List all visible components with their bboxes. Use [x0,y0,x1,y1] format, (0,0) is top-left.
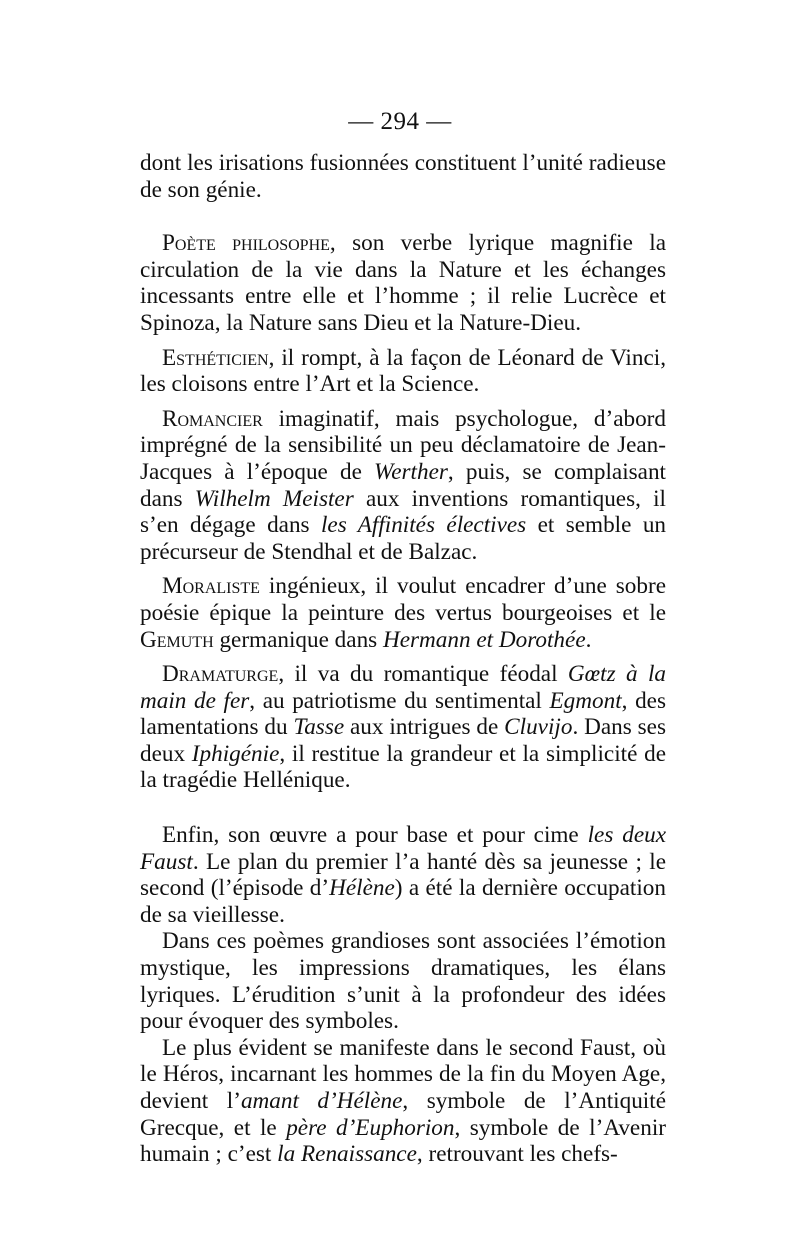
italic-run: Hermann et Dorothée [382,626,586,653]
text-run: et semble un précurseur de Stendhal et de Balzac. [140,512,667,565]
text-run: , il va du romantique féodal [278,661,568,688]
italic-run: les Affinités électives [320,512,527,539]
paragraph [140,1035,666,1168]
paragraph [140,150,666,203]
smallcaps-run: Gemuth [140,626,214,653]
text-run: , symbole de l’Antiquité Grecque, et le [140,1088,666,1141]
body-text [140,150,666,1168]
italic-run: Werther [374,458,448,485]
text-run: , il rompt, à la façon de Léonard de Vinci, les cloisons entre l’Art et la Science. [140,344,666,398]
text-run: , son verbe lyrique magnifie la circulation de la vie dans la Nature et les échanges incessants entre elle et l’homme ; il relie Lucrèce et Spinoza, la Nature sans Dieu et la Nature-Dieu. [140,230,667,336]
text-run: ingénieux, il voulut encadrer d’une sobre poésie épique la peinture des vertus bourgeoises et le [140,573,666,626]
page-number: — 294 — [348,108,452,135]
smallcaps-run: Poète philosophe [162,230,330,257]
italic-run: amant d’Hélène [240,1088,403,1114]
text-run: imaginatif, mais psychologue, d’abord imprégné de la sensibilité un peu déclamatoire de Jean-Jacques à l’époque de [140,405,666,485]
paragraph [140,406,666,566]
text-run: . Dans ses deux [140,714,666,767]
italic-run: la Renaissance [277,1141,417,1168]
paragraph [140,230,666,336]
text-run: ) a été la dernière occupation de sa vieillesse. [140,875,666,928]
smallcaps-run: Dramaturge [162,661,279,688]
text-run: germanique dans [213,626,383,653]
paragraph [140,573,666,653]
text-run: aux intrigues de [344,714,505,741]
text-run: Le plus évident se manifeste dans le second Faust, où le Héros, incarnant les hommes de la fin du Moyen Age, devient l’ [140,1034,666,1114]
text-run: , symbole de l’Avenir humain ; c’est [140,1114,666,1168]
italic-run: Hélène [329,875,395,902]
italic-run: Iphigénie [191,740,280,767]
smallcaps-run: Esthéticien [162,344,269,371]
text-run: Enfin, son œuvre a pour base et pour cime [162,822,588,849]
text-run: , retrouvant les chefs- [416,1141,618,1168]
italic-run: Egmont [549,687,622,714]
italic-run: Cluvijo [504,714,573,741]
paragraph [140,928,666,1034]
smallcaps-run: Romancier [162,405,263,432]
text-run: , des lamentations du [140,687,666,741]
text-run: , puis, se complaisant dans [140,458,666,512]
italic-run: les deux Faust [140,822,667,875]
paragraph [140,345,666,398]
text-run: aux inventions romantiques, il s’en dégage dans [140,485,666,539]
text-run: Dans ces poèmes grandioses sont associées l’émotion mystique, les impressions dramatiques, les élans lyriques. L’érudition s’unit à la profondeur des idées pour évoquer des symboles. [140,928,666,1035]
text-run: dont les irisations fusionnées constituent l’unité radieuse de son génie. [140,150,666,203]
italic-run: Wilhelm Meister [194,485,354,512]
italic-run: père d’Euphorion [286,1114,455,1141]
text-run: . [585,626,592,653]
italic-run: Gœtz à la main de fer [140,661,666,714]
text-run: , il restitue la grandeur et la simplicité de la tragédie Hellénique. [140,740,666,794]
smallcaps-run: Moraliste [162,573,260,600]
italic-run: Tasse [293,714,345,741]
paragraph [140,661,666,794]
text-run: , au patriotisme du sentimental [249,687,550,714]
text-run: . Le plan du premier l’a hanté dès sa jeunesse ; le second (l’épisode d’ [140,848,666,902]
paragraph [140,822,666,928]
